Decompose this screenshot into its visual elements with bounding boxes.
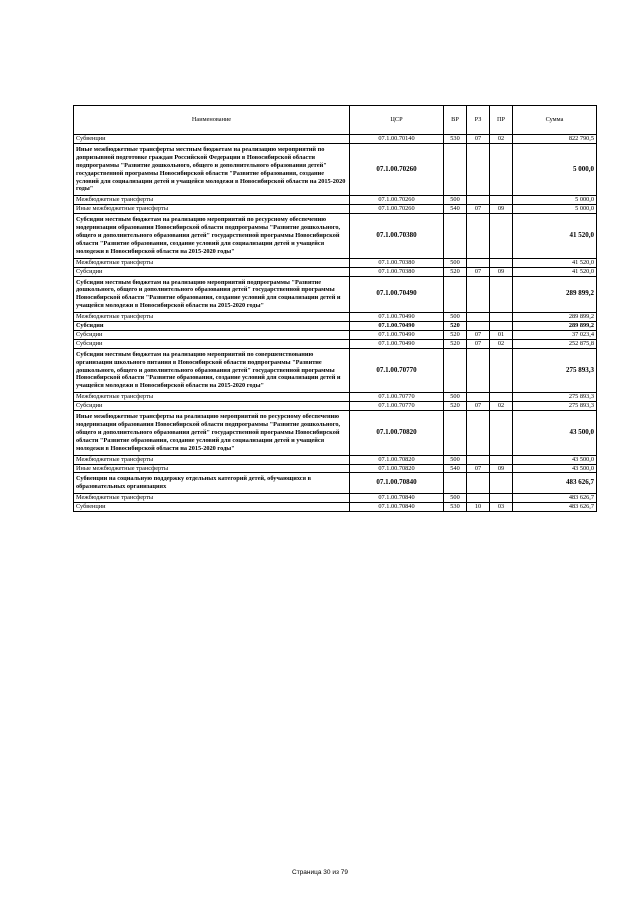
table-row [74, 402, 597, 411]
row-name-cell: Межбюджетные трансферты [74, 196, 350, 205]
row-name-cell: Межбюджетные трансферты [74, 455, 350, 464]
row-sum-cell: 483 626,7 [513, 494, 597, 503]
row-name-cell: Субсидии местным бюджетам на реализацию мероприятий по совершенствованию организации школьного питания в Новосибирской области подпрограммы "Развитие дошкольного, общего и дополнительного образования детей" государственной программы Новосибирской области "Развитие образования, создание условий для социализации детей и учащейся молодежи в Новосибирской области на 2015-2020 годы" [74, 348, 350, 393]
row-code-cell: 07.1.00.70770 [350, 402, 444, 411]
row-pr-cell [490, 143, 513, 195]
row-name-cell: Межбюджетные трансферты [74, 258, 350, 267]
row-sum-cell: 252 875,8 [513, 339, 597, 348]
row-code-cell: 07.1.00.70140 [350, 135, 444, 144]
row-name-cell: Субсидии [74, 402, 350, 411]
row-name-cell: Субсидии [74, 322, 350, 331]
row-rz-cell [467, 258, 490, 267]
row-code-cell: 07.1.00.70380 [350, 258, 444, 267]
row-rz-cell: 07 [467, 402, 490, 411]
row-sum-cell: 289 899,2 [513, 322, 597, 331]
table-body [74, 135, 597, 512]
header-code: ЦСР [350, 106, 444, 135]
row-code-cell: 07.1.00.70490 [350, 339, 444, 348]
row-vr-cell [444, 473, 467, 494]
row-sum-cell: 275 893,3 [513, 402, 597, 411]
row-pr-cell [490, 322, 513, 331]
table-row [74, 267, 597, 276]
row-pr-cell [490, 494, 513, 503]
row-code-cell: 07.1.00.70840 [350, 473, 444, 494]
row-vr-cell: 500 [444, 393, 467, 402]
row-rz-cell [467, 322, 490, 331]
row-rz-cell: 07 [467, 205, 490, 214]
row-vr-cell: 520 [444, 267, 467, 276]
row-vr-cell: 530 [444, 503, 467, 512]
row-rz-cell [467, 473, 490, 494]
row-vr-cell: 500 [444, 494, 467, 503]
table-row [74, 411, 597, 456]
row-pr-cell [490, 473, 513, 494]
table-row [74, 455, 597, 464]
row-sum-cell: 43 500,0 [513, 411, 597, 456]
row-rz-cell [467, 196, 490, 205]
table-header-row [74, 106, 597, 135]
table-row [74, 503, 597, 512]
row-pr-cell: 09 [490, 267, 513, 276]
row-name-cell: Субсидии местным бюджетам на реализацию мероприятий подпрограммы "Развитие дошкольного, общего и дополнительного образования детей" государственной программы Новосибирской области "Развитие образования, создание условий для социализации детей и учащейся молодежи в Новосибирской области на 2015-2020 годы" [74, 276, 350, 313]
row-rz-cell [467, 214, 490, 259]
row-code-cell: 07.1.00.70840 [350, 503, 444, 512]
row-rz-cell: 07 [467, 339, 490, 348]
table-row [74, 143, 597, 195]
row-vr-cell: 500 [444, 258, 467, 267]
row-pr-cell [490, 196, 513, 205]
row-pr-cell [490, 313, 513, 322]
row-rz-cell [467, 494, 490, 503]
row-code-cell: 07.1.00.70380 [350, 214, 444, 259]
row-pr-cell: 02 [490, 135, 513, 144]
row-pr-cell [490, 348, 513, 393]
row-rz-cell: 07 [467, 267, 490, 276]
row-sum-cell: 275 893,3 [513, 393, 597, 402]
row-rz-cell [467, 313, 490, 322]
row-pr-cell: 09 [490, 464, 513, 473]
table-row [74, 322, 597, 331]
row-vr-cell [444, 214, 467, 259]
row-rz-cell: 10 [467, 503, 490, 512]
row-name-cell: Субвенции [74, 135, 350, 144]
row-rz-cell: 07 [467, 464, 490, 473]
row-code-cell: 07.1.00.70840 [350, 494, 444, 503]
row-name-cell: Субсидии местным бюджетам на реализацию мероприятий по ресурсному обеспечению модернизации образования Новосибирской области подпрограммы "Развитие дошкольного, общего и дополнительного образования детей" государственной программы Новосибирской области "Развитие образования, создание условий для социализации детей и учащейся молодежи в Новосибирской области на 2015-2020 годы" [74, 214, 350, 259]
row-vr-cell: 540 [444, 205, 467, 214]
row-sum-cell: 41 520,0 [513, 258, 597, 267]
header-sum: Сумма [513, 106, 597, 135]
row-vr-cell: 540 [444, 464, 467, 473]
row-rz-cell [467, 276, 490, 313]
table-row [74, 339, 597, 348]
table-row [74, 393, 597, 402]
table-row [74, 313, 597, 322]
row-vr-cell: 530 [444, 135, 467, 144]
row-pr-cell [490, 393, 513, 402]
row-name-cell: Иные межбюджетные трансферты [74, 464, 350, 473]
row-pr-cell: 03 [490, 503, 513, 512]
row-code-cell: 07.1.00.70820 [350, 464, 444, 473]
row-code-cell: 07.1.00.70260 [350, 196, 444, 205]
row-vr-cell: 520 [444, 322, 467, 331]
row-code-cell: 07.1.00.70260 [350, 143, 444, 195]
row-sum-cell: 41 520,0 [513, 267, 597, 276]
row-sum-cell: 5 000,0 [513, 205, 597, 214]
row-sum-cell: 41 520,0 [513, 214, 597, 259]
header-vr: ВР [444, 106, 467, 135]
table-row [74, 473, 597, 494]
row-pr-cell [490, 411, 513, 456]
row-code-cell: 07.1.00.70490 [350, 313, 444, 322]
table-row [74, 348, 597, 393]
row-name-cell: Иные межбюджетные трансферты [74, 205, 350, 214]
table-row [74, 464, 597, 473]
table-row [74, 205, 597, 214]
table-row [74, 135, 597, 144]
row-name-cell: Субсидии [74, 339, 350, 348]
row-vr-cell: 520 [444, 330, 467, 339]
header-rz: РЗ [467, 106, 490, 135]
row-rz-cell [467, 143, 490, 195]
row-pr-cell [490, 258, 513, 267]
row-rz-cell [467, 393, 490, 402]
table-row [74, 276, 597, 313]
table-row [74, 494, 597, 503]
row-pr-cell [490, 214, 513, 259]
row-sum-cell: 483 626,7 [513, 473, 597, 494]
row-sum-cell: 5 000,0 [513, 196, 597, 205]
row-code-cell: 07.1.00.70490 [350, 276, 444, 313]
row-name-cell: Иные межбюджетные трансферты на реализацию мероприятий по ресурсному обеспечению модернизации образования Новосибирской области подпрограммы "Развитие дошкольного, общего и дополнительного образования детей" государственной программы Новосибирской области "Развитие образования, создание условий для социализации детей и учащейся молодежи в Новосибирской области на 2015-2020 годы" [74, 411, 350, 456]
row-code-cell: 07.1.00.70770 [350, 348, 444, 393]
row-pr-cell: 02 [490, 339, 513, 348]
page-number: Страница 30 из 79 [292, 869, 348, 876]
row-name-cell: Межбюджетные трансферты [74, 494, 350, 503]
row-sum-cell: 483 626,7 [513, 503, 597, 512]
row-code-cell: 07.1.00.70490 [350, 330, 444, 339]
row-vr-cell: 520 [444, 339, 467, 348]
header-pr: ПР [490, 106, 513, 135]
table-row [74, 258, 597, 267]
row-code-cell: 07.1.00.70820 [350, 455, 444, 464]
row-name-cell: Иные межбюджетные трансферты местным бюджетам на реализацию мероприятий по допризывной подготовке граждан Российской Федерации в Новосибирской области подпрограммы "Развитие дошкольного, общего и дополнительного образования детей" государственной программы Новосибирской области "Развитие образования, создание условий для социализации детей и учащейся молодежи в Новосибирской области на 2015-2020 годы" [74, 143, 350, 195]
row-rz-cell: 07 [467, 330, 490, 339]
row-sum-cell: 37 023,4 [513, 330, 597, 339]
row-pr-cell [490, 276, 513, 313]
row-vr-cell: 500 [444, 313, 467, 322]
row-name-cell: Субсидии [74, 330, 350, 339]
row-name-cell: Субвенции [74, 503, 350, 512]
row-name-cell: Межбюджетные трансферты [74, 313, 350, 322]
row-vr-cell: 500 [444, 196, 467, 205]
row-rz-cell [467, 348, 490, 393]
row-name-cell: Субсидии [74, 267, 350, 276]
table-row [74, 196, 597, 205]
row-pr-cell: 09 [490, 205, 513, 214]
table-row [74, 330, 597, 339]
table-row [74, 214, 597, 259]
row-pr-cell [490, 455, 513, 464]
row-code-cell: 07.1.00.70380 [350, 267, 444, 276]
row-sum-cell: 43 500,0 [513, 455, 597, 464]
row-vr-cell: 520 [444, 402, 467, 411]
row-vr-cell [444, 411, 467, 456]
row-rz-cell [467, 411, 490, 456]
row-sum-cell: 5 000,0 [513, 143, 597, 195]
row-sum-cell: 822 790,5 [513, 135, 597, 144]
row-code-cell: 07.1.00.70820 [350, 411, 444, 456]
row-pr-cell: 02 [490, 402, 513, 411]
budget-table [73, 105, 597, 512]
row-vr-cell [444, 276, 467, 313]
row-sum-cell: 289 899,2 [513, 313, 597, 322]
row-code-cell: 07.1.00.70770 [350, 393, 444, 402]
row-vr-cell [444, 143, 467, 195]
row-vr-cell: 500 [444, 455, 467, 464]
header-name: Наименование [74, 106, 350, 135]
row-pr-cell: 01 [490, 330, 513, 339]
row-rz-cell: 07 [467, 135, 490, 144]
row-name-cell: Межбюджетные трансферты [74, 393, 350, 402]
row-code-cell: 07.1.00.70490 [350, 322, 444, 331]
row-sum-cell: 289 899,2 [513, 276, 597, 313]
row-name-cell: Субвенции на социальную поддержку отдельных категорий детей, обучающихся в образовательных организациях [74, 473, 350, 494]
row-rz-cell [467, 455, 490, 464]
row-sum-cell: 43 500,0 [513, 464, 597, 473]
row-sum-cell: 275 893,3 [513, 348, 597, 393]
row-vr-cell [444, 348, 467, 393]
row-code-cell: 07.1.00.70260 [350, 205, 444, 214]
